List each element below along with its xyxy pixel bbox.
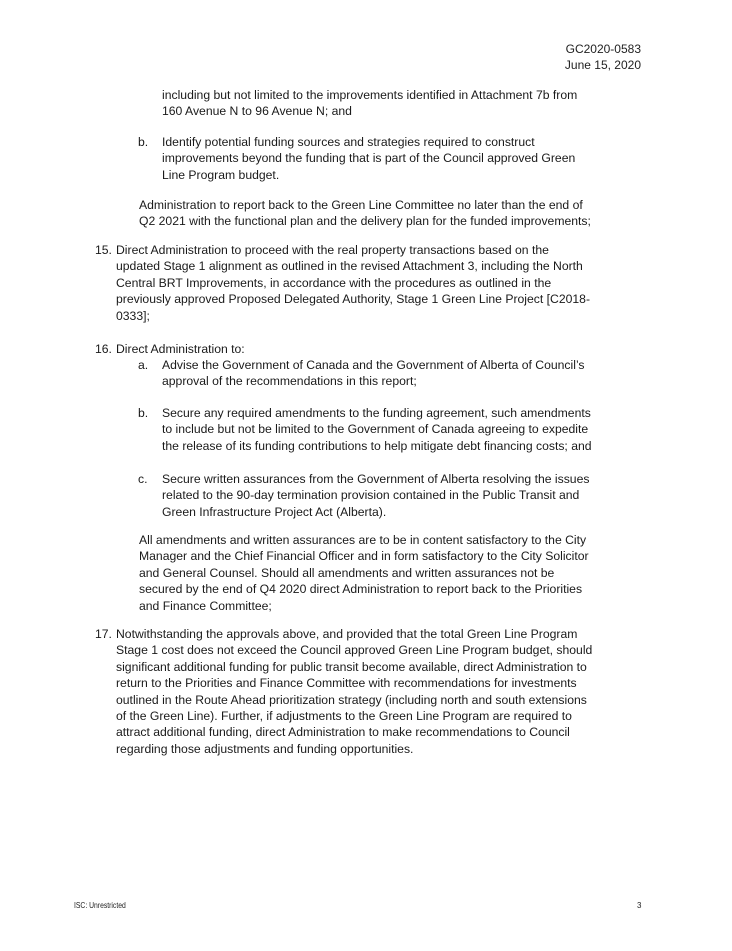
text-line: regarding those adjustments and funding opportunities.: [116, 741, 414, 756]
text-line: Central BRT Improvements, in accordance with the procedures as outlined in the: [116, 275, 552, 290]
list-number: 17.: [95, 627, 112, 641]
item-16c-text: [162, 471, 589, 520]
page-header: [565, 41, 641, 73]
list-number: 16.: [95, 342, 112, 356]
text-line: and General Counsel. Should all amendments and written assurances not be: [139, 565, 555, 580]
text-line: the release of its funding contributions to help mitigate debt financing costs; and: [162, 438, 592, 453]
document-number: GC2020-0583: [565, 42, 641, 56]
text-line: Notwithstanding the approvals above, and provided that the total Green Line Program: [116, 627, 578, 641]
item-16b-text: [162, 405, 592, 454]
text-line: including but not limited to the improvements identified in Attachment 7b from: [162, 88, 578, 102]
item-15-text: [116, 242, 590, 324]
item-16a-text: [162, 357, 585, 390]
text-line: previously approved Proposed Delegated Authority, Stage 1 Green Line Project [C2018-: [116, 292, 591, 307]
text-line: 0333];: [116, 308, 150, 323]
text-line: Identify potential funding sources and strategies required to construct: [162, 135, 535, 149]
text-line: Q2 2021 with the functional plan and the delivery plan for the funded improvements;: [139, 214, 591, 229]
security-classification: ISC: Unrestricted: [74, 901, 126, 910]
text-line: Direct Administration to proceed with the real property transactions based on the: [116, 243, 549, 257]
text-line: related to the 90-day termination provision contained in the Public Transit and: [162, 488, 580, 503]
text-line: approval of the recommendations in this report;: [162, 374, 417, 389]
text-line: of the Green Line). Further, if adjustments to the Green Line Program are required to: [116, 709, 572, 724]
list-marker: b.: [138, 135, 149, 149]
text-line: Administration to report back to the Green Line Committee no later than the end of: [139, 198, 583, 212]
text-line: All amendments and written assurances are to be in content satisfactory to the City: [139, 533, 587, 547]
text-line: to include but not be limited to the Government of Canada agreeing to expedite: [162, 422, 589, 437]
text-line: improvements beyond the funding that is part of the Council approved Green: [162, 151, 576, 166]
text-line: Direct Administration to:: [116, 342, 245, 356]
text-line: Green Infrastructure Project Act (Alberta).: [162, 504, 387, 519]
text-line: updated Stage 1 alignment as outlined in the revised Attachment 3, including the North: [116, 259, 583, 274]
item-14b-text: [162, 134, 575, 183]
text-line: and Finance Committee;: [139, 598, 272, 613]
item-16-closing-paragraph: [139, 532, 589, 614]
list-marker: b.: [138, 406, 149, 420]
item-17-text: [116, 626, 592, 757]
text-line: significant additional funding for public transit become available, direct Administration to: [116, 659, 587, 674]
item-14-closing-paragraph: [139, 197, 591, 230]
text-line: Stage 1 cost does not exceed the Council approved Green Line Program budget, should: [116, 643, 593, 658]
item-14a-continuation: [162, 87, 577, 120]
list-marker: c.: [138, 472, 148, 486]
list-number: 15.: [95, 243, 112, 257]
text-line: Line Program budget.: [162, 167, 280, 182]
text-line: secured by the end of Q4 2020 direct Administration to report back to the Priorities: [139, 582, 583, 597]
text-line: return to the Priorities and Finance Committee with recommendations for investments: [116, 676, 577, 691]
list-marker: a.: [138, 358, 149, 372]
text-line: attract additional funding, direct Administration to make recommendations to Council: [116, 725, 570, 740]
text-line: Advise the Government of Canada and the Government of Alberta of Council’s: [162, 358, 585, 372]
item-16-intro: [116, 341, 245, 357]
document-date: June 15, 2020: [564, 58, 641, 72]
text-line: Secure written assurances from the Government of Alberta resolving the issues: [162, 472, 590, 486]
text-line: 160 Avenue N to 96 Avenue N; and: [162, 104, 352, 119]
text-line: outlined in the Route Ahead prioritization strategy (including north and south extensions: [116, 692, 587, 707]
text-line: Secure any required amendments to the funding agreement, such amendments: [162, 406, 591, 420]
page-number: 3: [637, 901, 642, 910]
text-line: Manager and the Chief Financial Officer and in form satisfactory to the City Solicitor: [139, 549, 589, 564]
